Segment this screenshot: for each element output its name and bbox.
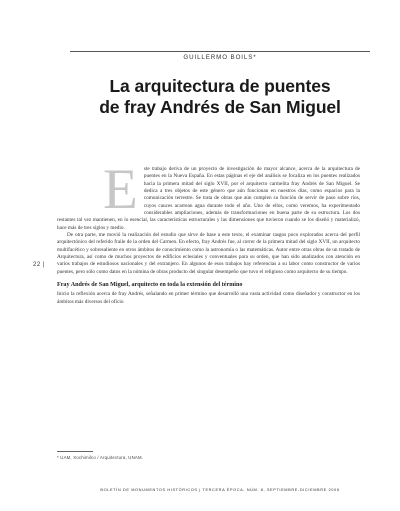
title-line-2: de fray Andrés de San Miguel [99, 97, 341, 117]
article-title [70, 76, 370, 118]
body-paragraph-2: De otra parte, me movió la realización del estudio que sirve de base a este texto, el examinar rasgos poco explorados acerca del perfil arquitectónico del referido fraile de la orden del Carmen. En efecto, fray Andrés fue, al correr de la primera mitad del siglo XVII, un arquitecto multifacético y sobresaliente en otros ámbitos de conocimiento como la astronomía o las matemáticas. Autor entre otras obras de un tratado de Arquitectura, así como de muchos proyectos de edificios eclesiales y conventuales para su orden, que han sido analizados con atención en varios trabajos de estudiosos nacionales y del extranjero. En algunos de esos trabajos hay referencias a su labor como constructor de varios puentes, pero sólo como datos en la nómina de obras producto del singular desempeño que tuvo el religioso como arquitecto de su tiempo. [57, 232, 360, 275]
article-body [57, 158, 360, 306]
author-name: GUILLERMO BOILS* [183, 54, 257, 61]
journal-footer: BOLETÍN DE MONUMENTOS HISTÓRICOS | TERCERA ÉPOCA, NÚM. 8, SEPTIEMBRE-DICIEMBRE 2006 [100, 487, 340, 492]
drop-cap: E [103, 158, 138, 221]
section-heading: Fray Andrés de San Miguel, arquitecto en toda la extensión del término [57, 282, 243, 289]
footnote: * UAM, Xochimilco / Arquitectura, UNAM. [57, 455, 144, 460]
title-line-1: La arquitectura de puentes [109, 76, 331, 96]
body-paragraph-1 [57, 158, 360, 232]
page-number: 22 | [33, 262, 45, 268]
header-rule [70, 51, 370, 52]
body-paragraph-3: Inicio la reflexión acerca de fray Andrés, señalando en primer término que desarrolló una vasta actividad como diseñador y constructor en los ámbitos más diversos del oficio [57, 291, 360, 305]
footnote-rule [57, 451, 93, 452]
paragraph-1-text: ste trabajo deriva de un proyecto de investigación de mayor alcance, acerca de la arquitectura de puentes en la Nueva España. En estas páginas el eje del análisis se focaliza en los puentes realizados hacia la primera mitad del siglo XVII, por el arquitecto carmelita fray Andrés de San Miguel. Se dedica a tres objetos de este género que aún funcionan en nuestros días, como espacios para la comunicación terrestre. Se trata de obras que aún cumplen su función de servir de paso sobre ríos, cuyos cauces acarrean agua durante todo el año. Uno de ellos, como veremos, ha experimentado considerables ampliaciones, además de transformaciones en buena parte de su estructura. Los dos restantes tal vez mantienen, en lo esencial, las características estructurales y las dimensiones que tuvieron cuando se los diseñó y materializó, hace más de tres siglos y medio. [57, 166, 360, 231]
